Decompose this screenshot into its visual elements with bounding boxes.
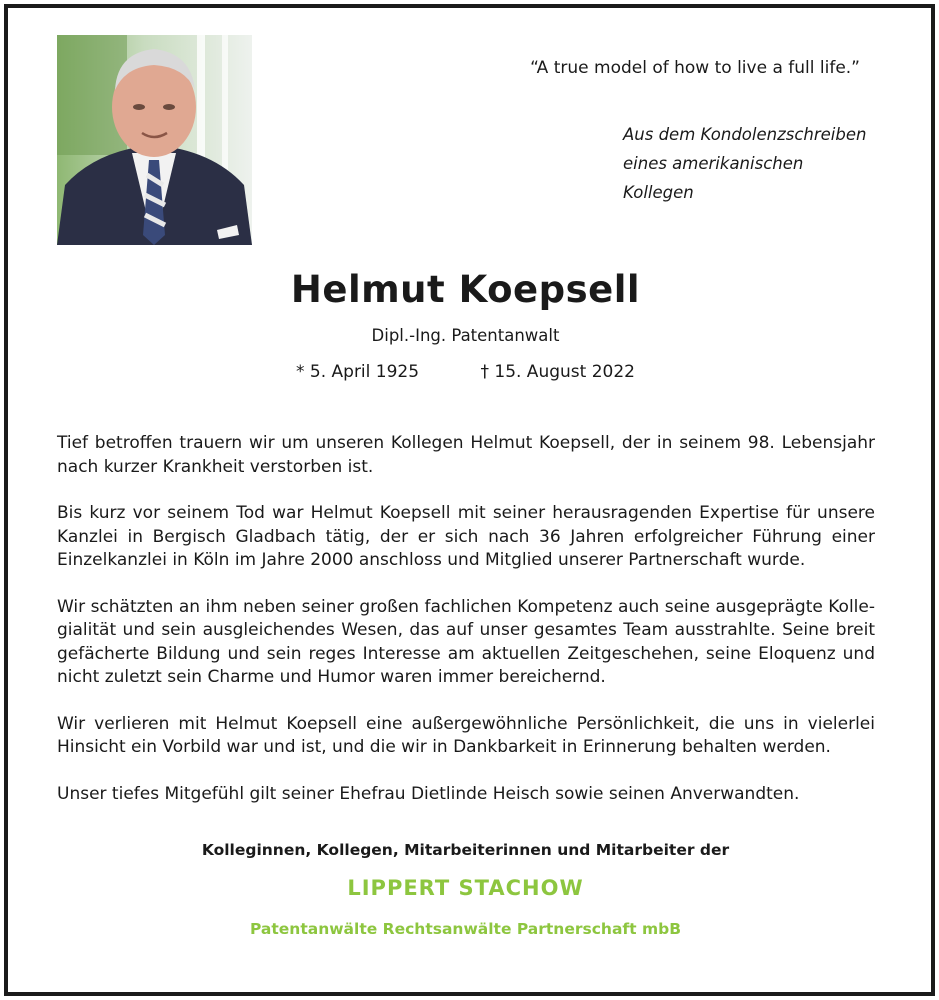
paragraph: Wir verlieren mit Helmut Koepsell eine außergewöhnliche Persönlichkeit, die uns in vielerlei Hinsicht ein Vorbild war und ist, und die wir in Dankbarkeit in Erinnerung behalten werden. (57, 713, 875, 757)
firm-name: LIPPERT STACHOW (347, 876, 584, 900)
quote-text: “A true model of how to live a full life.” (530, 58, 860, 78)
quote-source (623, 120, 903, 207)
death-date: † 15. August 2022 (480, 362, 635, 382)
paragraph: Unser tiefes Mitgefühl gilt seiner Ehefrau Dietlinde Heisch sowie seinen Anverwandten. (57, 783, 800, 804)
professional-title: Dipl.-Ing. Patentanwalt (371, 326, 560, 345)
obituary-text (57, 432, 875, 829)
quote-source-line: eines amerikanischen (623, 154, 804, 173)
quote-source-line: Kollegen (623, 183, 694, 202)
deceased-name: Helmut Koepsell (290, 268, 641, 311)
signoff-line: Kolleginnen, Kollegen, Mitarbeiterinnen und Mitarbeiter der (201, 841, 730, 859)
firm-subtitle: Patentanwälte Rechtsanwälte Partnerschaft mbB (249, 920, 682, 938)
birth-date: * 5. April 1925 (296, 362, 420, 382)
paragraph: Tief betroffen trauern wir um unseren Kollegen Helmut Koepsell, der in seinem 98. Lebensjahr nach kurzer Krankheit verstorben ist. (57, 433, 875, 477)
life-dates (0, 362, 931, 382)
paragraph: Wir schätzten an ihm neben seiner großen fachlichen Kompetenz auch seine ausgeprägte Kollegialität und sein ausgleichendes Wesen, das auf unser gesamtes Team ausstrahlte. Seine breit gefächerte Bildung und sein reges Interesse am aktuellen Zeitgeschehen, seine Eloquenz und nicht zuletzt sein Charme und Humor waren immer bereichernd. (57, 596, 875, 687)
quote-source-line: Aus dem Kondolenzschreiben (623, 125, 867, 144)
paragraph: Bis kurz vor seinem Tod war Helmut Koepsell mit seiner herausragenden Expertise für unsere Kanzlei in Bergisch Gladbach tätig, der er sich nach 36 Jahren erfolgreicher Führung einer Einzelkanzlei in Köln im Jahre 2000 anschloss und Mitglied unserer Partnerschaft wurde. (57, 503, 875, 570)
portrait-photo (57, 35, 252, 245)
